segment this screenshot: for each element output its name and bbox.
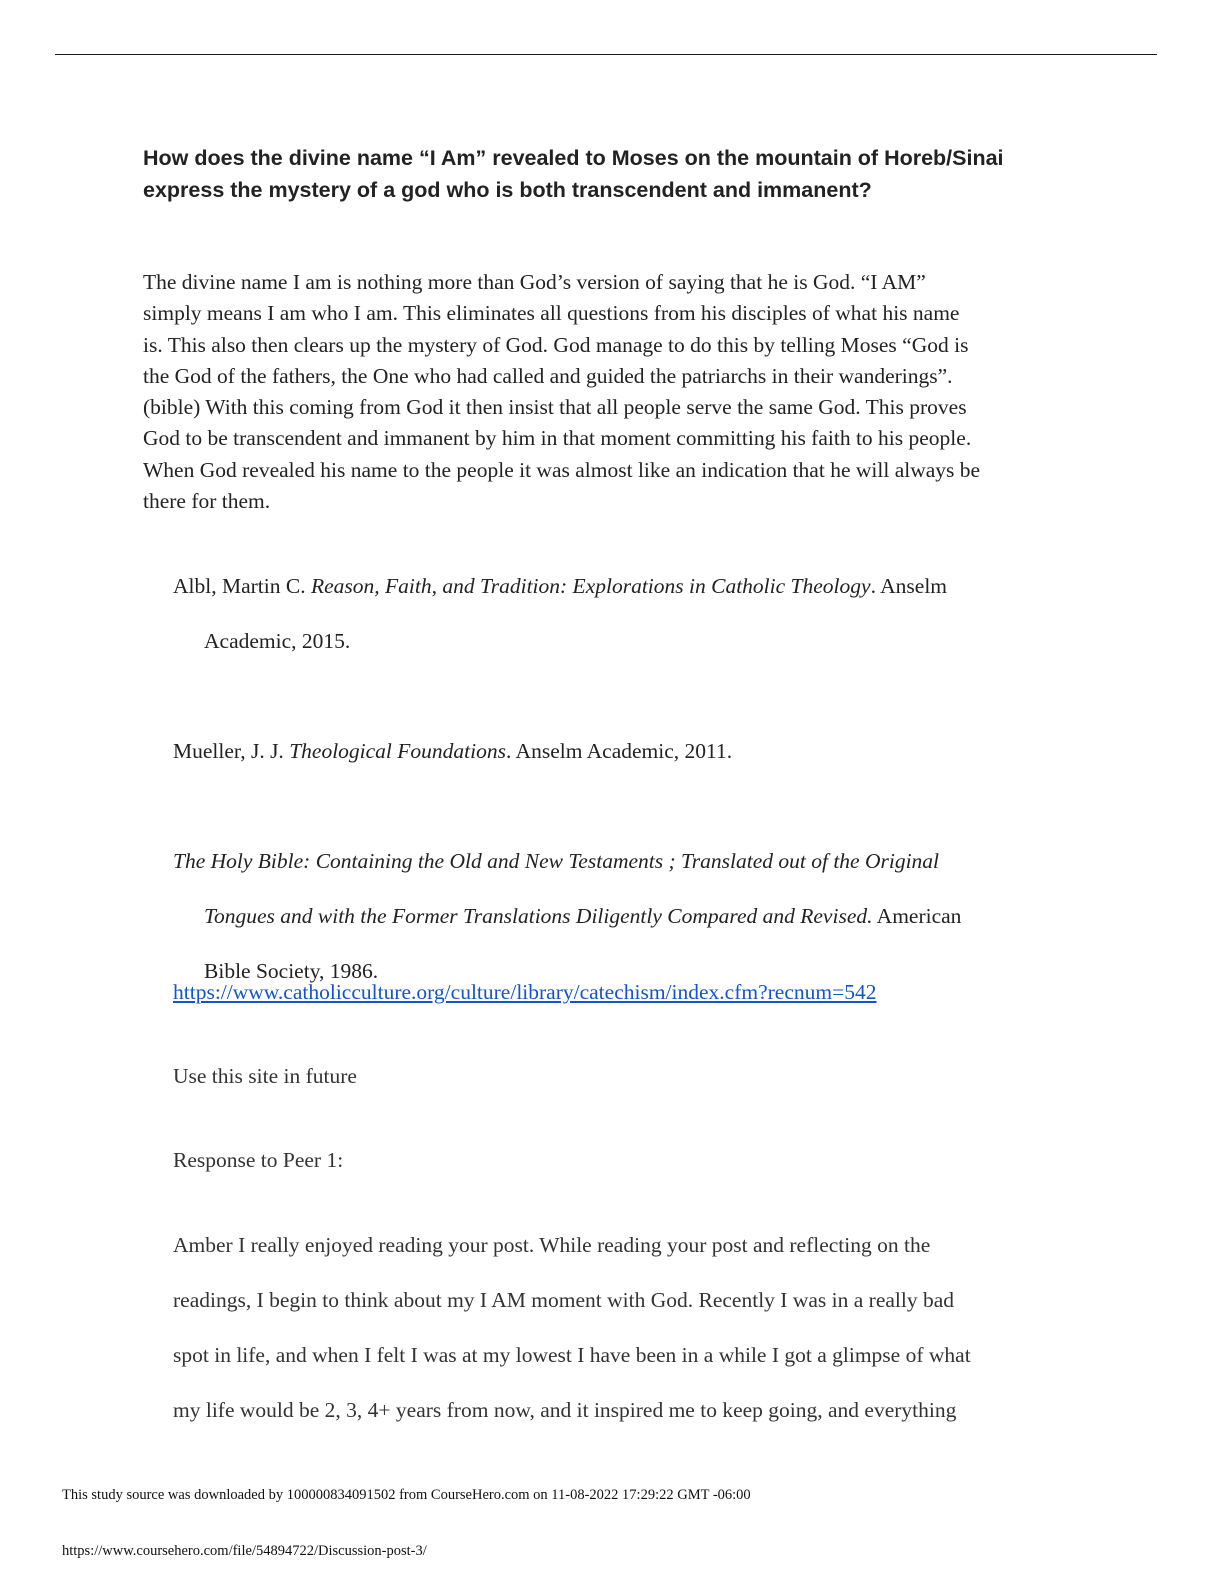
- answer-line: the God of the fathers, the One who had called and guided the patriarchs in their wanderings”.: [143, 363, 953, 388]
- reference-spacer: [173, 779, 1073, 834]
- reference-bible: [173, 834, 1073, 889]
- reference-bible-publisher: Bible Society, 1986.: [204, 959, 379, 983]
- peer-response-line: spot in life, and when I felt I was at my lowest I have been in a while I got a glimpse of what: [173, 1343, 971, 1367]
- answer-line: is. This also then clears up the mystery of God. God manage to do this by telling Moses “God is: [143, 332, 969, 357]
- answer-line: The divine name I am is nothing more than God’s version of saying that he is God. “I AM”: [143, 270, 926, 294]
- answer-line: When God revealed his name to the people it was almost like an indication that he will always be: [143, 457, 981, 482]
- answer-line: there for them.: [143, 489, 271, 514]
- question-heading: How does the divine name “I Am” revealed to Moses on the mountain of Horeb/Sinai express the mystery of a god who is both transcendent and immanent?: [143, 146, 1004, 202]
- reference-title: Tongues and with the Former Translations Diligently Compared and Revised.: [204, 904, 873, 928]
- reference-title: The Holy Bible: Containing the Old and New Testaments ; Translated out of the Original: [173, 849, 940, 873]
- peer-response-heading: Response to Peer 1:: [173, 1148, 344, 1172]
- references-list: [173, 559, 1073, 999]
- answer-line: (bible) With this coming from God it then insist that all people serve the same God. This proves: [143, 395, 967, 420]
- note-text: Use this site in future: [173, 1064, 357, 1088]
- reference-spacer: [173, 669, 1073, 724]
- reference-publisher: American: [872, 904, 962, 928]
- reference-publisher: . Anselm Academic, 2011.: [505, 739, 733, 763]
- reference-author: Albl, Martin C.: [173, 574, 311, 598]
- peer-response-body: [173, 1230, 971, 1450]
- reference-albl-continued: Academic, 2015.: [204, 629, 351, 653]
- catholic-culture-link[interactable]: https://www.catholicculture.org/culture/library/catechism/index.cfm?recnum=542: [173, 980, 877, 1004]
- answer-line: simply means I am who I am. This eliminates all questions from his disciples of what his name: [143, 301, 960, 326]
- reference-title: Theological Foundations: [289, 739, 506, 763]
- peer-response-line: Amber I really enjoyed reading your post. While reading your post and reflecting on the: [173, 1233, 931, 1257]
- reference-author: Mueller, J. J.: [173, 739, 290, 763]
- reference-title: Reason, Faith, and Tradition: Explorations in Catholic Theology: [310, 574, 871, 598]
- reference-bible-continued: [173, 889, 1073, 944]
- reference-publisher: . Anselm: [870, 574, 948, 598]
- peer-response-line: my life would be 2, 3, 4+ years from now, and it inspired me to keep going, and everything: [173, 1398, 957, 1422]
- peer-response-line: readings, I begin to think about my I AM moment with God. Recently I was in a really bad: [173, 1288, 955, 1312]
- reference-mueller: [173, 724, 1073, 779]
- top-rule: [55, 54, 1157, 55]
- footer-url: https://www.coursehero.com/file/54894722/Discussion-post-3/: [62, 1543, 427, 1559]
- answer-line: God to be transcendent and immanent by him in that moment committing his faith to his people.: [143, 426, 972, 451]
- reference-albl: [173, 559, 1073, 614]
- footer-source-note: This study source was downloaded by 100000834091502 from CourseHero.com on 11-08-2022 17:29:22 GMT -06:00: [62, 1487, 751, 1503]
- answer-paragraph: [143, 267, 1083, 517]
